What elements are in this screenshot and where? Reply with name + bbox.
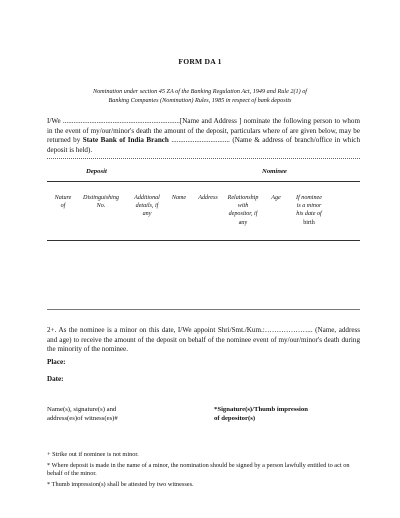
table-body-top-rule xyxy=(47,240,360,241)
col-relationship-line: any xyxy=(238,219,248,226)
col-relationship-line: depositor, if xyxy=(228,211,258,218)
col-nature-line: of xyxy=(60,203,66,210)
footnote-thumb-impression: * Thumb impression(s) shall be attested by two witnesses. xyxy=(47,481,194,488)
col-relationship-line: with xyxy=(237,203,249,210)
place-label: Place: xyxy=(47,358,66,366)
col-relationship xyxy=(222,194,264,227)
nomination-paragraph xyxy=(47,117,360,155)
col-age: Age xyxy=(271,195,281,201)
deposit-header: Deposit xyxy=(86,168,107,175)
col-distinguishing-line: Distinguishing xyxy=(83,195,119,201)
col-additional-line: any xyxy=(142,211,152,218)
footnote-minor-deposit: * Where deposit is made in the name of a minor, the nomination should be signed by a person lawfully entitled to act on behalf of the minor. xyxy=(47,462,350,478)
depositor-line-2: of depositor(s) xyxy=(214,415,256,422)
col-if-minor-line: his date of xyxy=(296,211,322,218)
col-if-minor-line: birth xyxy=(303,219,315,226)
depositor-line-1: *Signature(s)/Thumb impression xyxy=(214,406,308,413)
nomination-text-b: ................................. (Name & address of branch/office in which deposit is held). xyxy=(47,136,361,154)
date-label: Date: xyxy=(47,375,64,383)
form-subtitle xyxy=(50,88,350,105)
col-name: Name xyxy=(171,195,187,201)
col-relationship-line: Relationship xyxy=(227,195,259,201)
col-nature-line: Nature xyxy=(54,195,72,201)
col-nature xyxy=(46,194,80,210)
witness-line-1: Name(s), signature(s) and xyxy=(47,406,117,413)
col-additional-line: details, if xyxy=(135,203,159,210)
col-additional xyxy=(126,194,168,219)
col-address: Address xyxy=(198,195,218,201)
col-additional-line: Additional xyxy=(134,195,160,201)
witness-signature-block xyxy=(47,405,118,423)
subtitle-line-1: Nomination under section 45 ZA of the Banking Regulation Act, 1949 and Rule 2(1) of xyxy=(92,88,308,95)
minor-appointment-paragraph: 2+. As the nominee is a minor on this date, I/We appoint Shri/Smt./Kum.:………………... (Name, address and age) to receive the amount of the deposit on behalf of the nominee event of my/our/minor's death during the minority of the nominee. xyxy=(47,326,360,353)
col-if-minor-line: is a minor xyxy=(296,203,322,210)
dotted-separator xyxy=(47,158,360,159)
bank-name: State Bank of India Branch xyxy=(82,136,169,144)
nomination-text-a: I/We ..................................................................[Name and Address ] nominate the following person to whom in the event of my/our/minor's death the amount of the deposit, particulars where of are given below, may be returned by xyxy=(47,117,360,144)
table-body-bottom-rule xyxy=(47,309,360,310)
form-title: FORM DA 1 xyxy=(178,57,222,66)
nominee-header: Nominee xyxy=(262,168,287,175)
col-distinguishing xyxy=(76,194,126,210)
depositor-signature-block xyxy=(214,405,308,423)
col-if-minor-line: If nominee xyxy=(296,195,322,201)
subtitle-line-2: Banking Companies (Nomination) Rules, 1985 in respect of bank deposits xyxy=(108,96,292,104)
col-distinguishing-line: No. xyxy=(96,203,106,210)
witness-line-2: address(es)of witness(es)# xyxy=(47,415,118,422)
col-if-minor xyxy=(284,194,334,227)
footnote-strike-out: + Strike out if nominee is not minor. xyxy=(47,451,139,458)
table-header-rule xyxy=(47,181,360,182)
